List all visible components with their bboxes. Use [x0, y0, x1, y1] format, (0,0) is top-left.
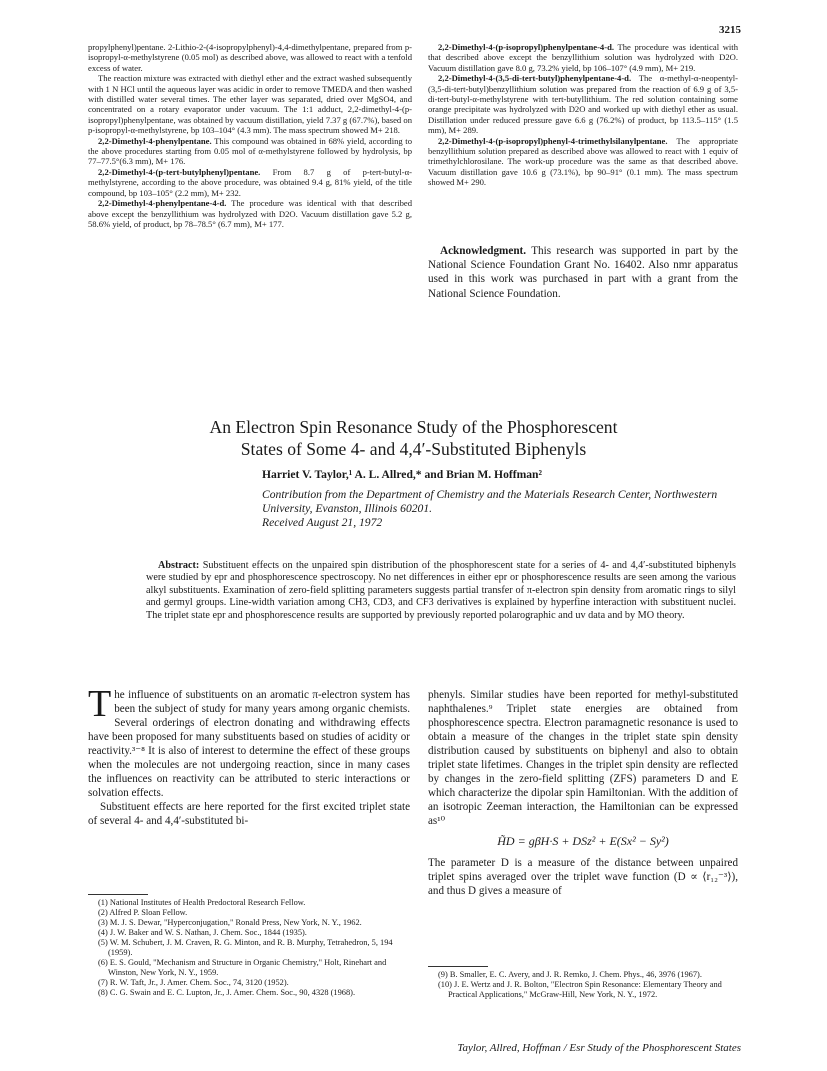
affiliation: [262, 488, 732, 530]
abstract: [146, 560, 736, 622]
title-line: An Electron Spin Resonance Study of the Phosphorescent: [209, 417, 618, 437]
acknowledgment-text: This research was supported in part by the National Science Foundation Grant No. 16402. Also nmr apparatus used in this work was purchased in part with a grant from the National Science Foundation.: [428, 245, 738, 300]
paragraph-heading: 2,2-Dimethyl-4-phenylpentane-4-d.: [98, 198, 227, 209]
paragraph-heading: 2,2-Dimethyl-4-(p-isopropyl)phenyl-4-trimethylsilanylpentane.: [438, 135, 668, 146]
footnote: (3) M. J. S. Dewar, "Hyperconjugation," Ronald Press, New York, N. Y., 1962.: [98, 918, 362, 927]
paragraph: propylphenyl)pentane. 2-Lithio-2-(4-isopropylphenyl)-4,4-dimethylpentane, prepared from p-isopropyl-α-methylstyrene (0.05 mol) as described above, was allowed to react with a tenfold excess of water.: [88, 42, 412, 73]
paragraph: The parameter D is a measure of the distance between unpaired triplet spins averaged over the triplet wave function (D ∝ ⟨r₁₂⁻³⟩), and thus D gives a measure of: [428, 857, 738, 897]
drop-cap: T: [88, 683, 112, 725]
paragraph: [428, 42, 738, 73]
received-date: Received August 21, 1972: [262, 516, 383, 529]
acknowledgment: [428, 244, 738, 301]
page-number: 3215: [719, 24, 741, 36]
paragraph-heading: 2,2-Dimethyl-4-(p-isopropyl)phenylpentane-4-d.: [438, 42, 615, 52]
abstract-text: Substituent effects on the unpaired spin distribution of the phosphorescent state for a series of 4- and 4,4′-substituted biphenyls were studied by epr and phosphorescence spectroscopy. No net differences in either epr or phosphorescence results are seen among the various alkyl substituents. Examination of zero-field splitting parameters suggests partial transfer of π-electron spin density from aromatic rings to silyl and germyl groups. Line-width variation among CH3, CD3, and CF3 derivatives is explained by hyperfine interaction with substituent nuclei. The triplet state epr and phosphorescence results are supported by previously reported polarographic and uv data and by MO theory.: [146, 560, 736, 621]
paragraph: [88, 167, 412, 198]
running-footer: Taylor, Allred, Hoffman / Esr Study of the Phosphorescent States: [457, 1042, 741, 1054]
paragraph: [88, 198, 412, 229]
paragraph-text: From 8.7 g of p-tert-butyl-α-methylstyrene, according to the above procedure, was obtained 9.4 g, 81% yield, of the title compound, bp 103–105° (2.2 mm), M+ 232.: [88, 166, 413, 198]
paragraph: Substituent effects are here reported for the first excited triplet state of several 4- and 4,4′-substituted bi-: [88, 801, 410, 827]
paragraph-text: The procedure was identical with that described above except the benzyllithium was hydrolyzed with D2O. Vacuum distillation gave 5.2 g, 58.6% yield, of product, bp 78–78.5° (6.7 mm), M+ 177.: [88, 198, 412, 229]
footnote-divider: [428, 966, 488, 967]
paragraph: phenyls. Similar studies have been reported for methyl-substituted naphthalenes.⁹ Triplet state energies are obtained from phosphorescence spectra. Electron paramagnetic resonance is used to obtain a measure of the changes in the triplet state spin density distribution caused by substituents on biphenyl and also to obtain triplet state lifetimes. Changes in the triplet spin density are reflected by changes in the zero-field splitting (ZFS) parameters D and E which characterize the dipolar spin Hamiltonian. With the addition of an isotropic Zeeman interaction, the Hamiltonian can be expressed as¹⁰: [428, 689, 738, 827]
footnote: (6) E. S. Gould, "Mechanism and Structure in Organic Chemistry," Holt, Rinehart and Winston, New York, N. Y., 1959.: [98, 958, 387, 977]
paragraph-heading: 2,2-Dimethyl-4-phenylpentane.: [98, 135, 212, 146]
footnote: (5) W. M. Schubert, J. M. Craven, R. G. Minton, and R. B. Murphy, Tetrahedron, 5, 194 (1959).: [98, 938, 393, 957]
top-right-column: [428, 42, 738, 188]
article-title: [0, 416, 827, 460]
paragraph-text: The α-methyl-α-neopentyl-(3,5-di-tert-butyl)benzyllithium solution was prepared from the reaction of 6.9 g of 3,5-di-tert-butyl-α-methylstyrene with tert-butyllithium. The red solution containing some orange precipitate was hydrolyzed with D2O and worked up with diethyl ether as usual. Distillation under reduced pressure gave 6.6 g (76.2%) of product, bp 113.5–115° (1.5 mm), M+ 289.: [428, 73, 739, 136]
top-left-column: [88, 42, 412, 229]
body-left-column: [88, 683, 410, 828]
footnote-divider: [88, 894, 148, 895]
paragraph: [88, 683, 410, 800]
footnote: (9) B. Smaller, E. C. Avery, and J. R. Remko, J. Chem. Phys., 46, 3976 (1967).: [438, 970, 702, 979]
paragraph-heading: 2,2-Dimethyl-4-(3,5-di-tert-butyl)phenylpentane-4-d.: [438, 73, 632, 84]
footnote: (10) J. E. Wertz and J. R. Bolton, "Electron Spin Resonance: Elementary Theory and Practical Applications," McGraw-Hill, New York, N. Y., 1972.: [438, 980, 722, 999]
paragraph-heading: 2,2-Dimethyl-4-(p-tert-butylphenyl)pentane.: [98, 166, 261, 177]
footnote: (7) R. W. Taft, Jr., J. Amer. Chem. Soc., 74, 3120 (1952).: [98, 978, 289, 987]
title-line: States of Some 4- and 4,4′-Substituted Biphenyls: [240, 439, 587, 459]
acknowledgment-heading: Acknowledgment.: [440, 245, 527, 257]
paragraph-text: The appropriate benzyllithium solution prepared as described above was allowed to react with 1 equiv of trimethylchlorosilane. The work-up procedure was the same as that described above. Vacuum distillation gave 10.6 g (73.1%), bp 90–91° (0.1 mm). The mass spectrum showed M+ 290.: [428, 135, 738, 188]
authors: Harriet V. Taylor,¹ A. L. Allred,* and Brian M. Hoffman²: [262, 468, 542, 481]
paragraph-text: The procedure was identical with that described above except the benzyllithium solution was hydrolyzed with D2O. Vacuum distillation gave 8.0 g, 73.2% yield, bp 106–107° (4.9 mm), M+ 219.: [428, 42, 738, 73]
abstract-heading: Abstract:: [158, 560, 200, 571]
footnote: (4) J. W. Baker and W. S. Nathan, J. Chem. Soc., 1844 (1935).: [98, 928, 307, 937]
paragraph: [88, 136, 412, 167]
hamiltonian-equation: H̃D = gβH·S + DSz² + E(Sx² − Sy²): [497, 834, 669, 848]
paragraph: [428, 136, 738, 188]
paragraph: The reaction mixture was extracted with diethyl ether and the extract washed subsequently with 1 N HCl until the aqueous layer was acidic in order to remove TMEDA and then washed with distilled water several times. The ether layer was separated, dried over MgSO4, and concentrated on a rotary evaporator under vacuum. The 1:1 adduct, 2,2-dimethyl-4-(p-isopropyl)phenylpentane, was obtained by vacuum distillation, yield 7.37 g (67.7%), based on p-isopropyl-α-methylstyrene, bp 103–104° (4.3 mm). The mass spectrum showed M+ 218.: [88, 73, 412, 136]
affiliation-text: Contribution from the Department of Chemistry and the Materials Research Center, Northwestern University, Evanston, Illinois 60201.: [262, 488, 718, 515]
paragraph-text: This compound was obtained in 68% yield, according to the above procedures starting from 0.05 mol of α-methylstyrene followed by hydrolysis, bp 77–77.5°(6.3 mm), M+ 176.: [88, 135, 412, 167]
footnotes-left: [98, 898, 410, 998]
footnotes-right: [438, 970, 738, 1000]
body-right-column: [428, 688, 738, 898]
footnote: (8) C. G. Swain and E. C. Lupton, Jr., J. Amer. Chem. Soc., 90, 4328 (1968).: [98, 988, 356, 997]
footnote: (2) Alfred P. Sloan Fellow.: [98, 908, 188, 917]
footnote: (1) National Institutes of Health Predoctoral Research Fellow.: [98, 898, 306, 907]
paragraph: [428, 73, 738, 135]
paragraph-text: he influence of substituents on an aromatic π-electron system has been the subject of study for many years among organic chemists. Several orderings of electron donating and withdrawing effects have been proposed for many substituents based on studies of acidity or reactivity.³⁻⁸ It is also of interest to determine the effect of these groups when the molecules are not undergoing reaction, since in many cases the influences on reactivity can be attributed to steric interactions or solvation effects.: [88, 689, 410, 799]
